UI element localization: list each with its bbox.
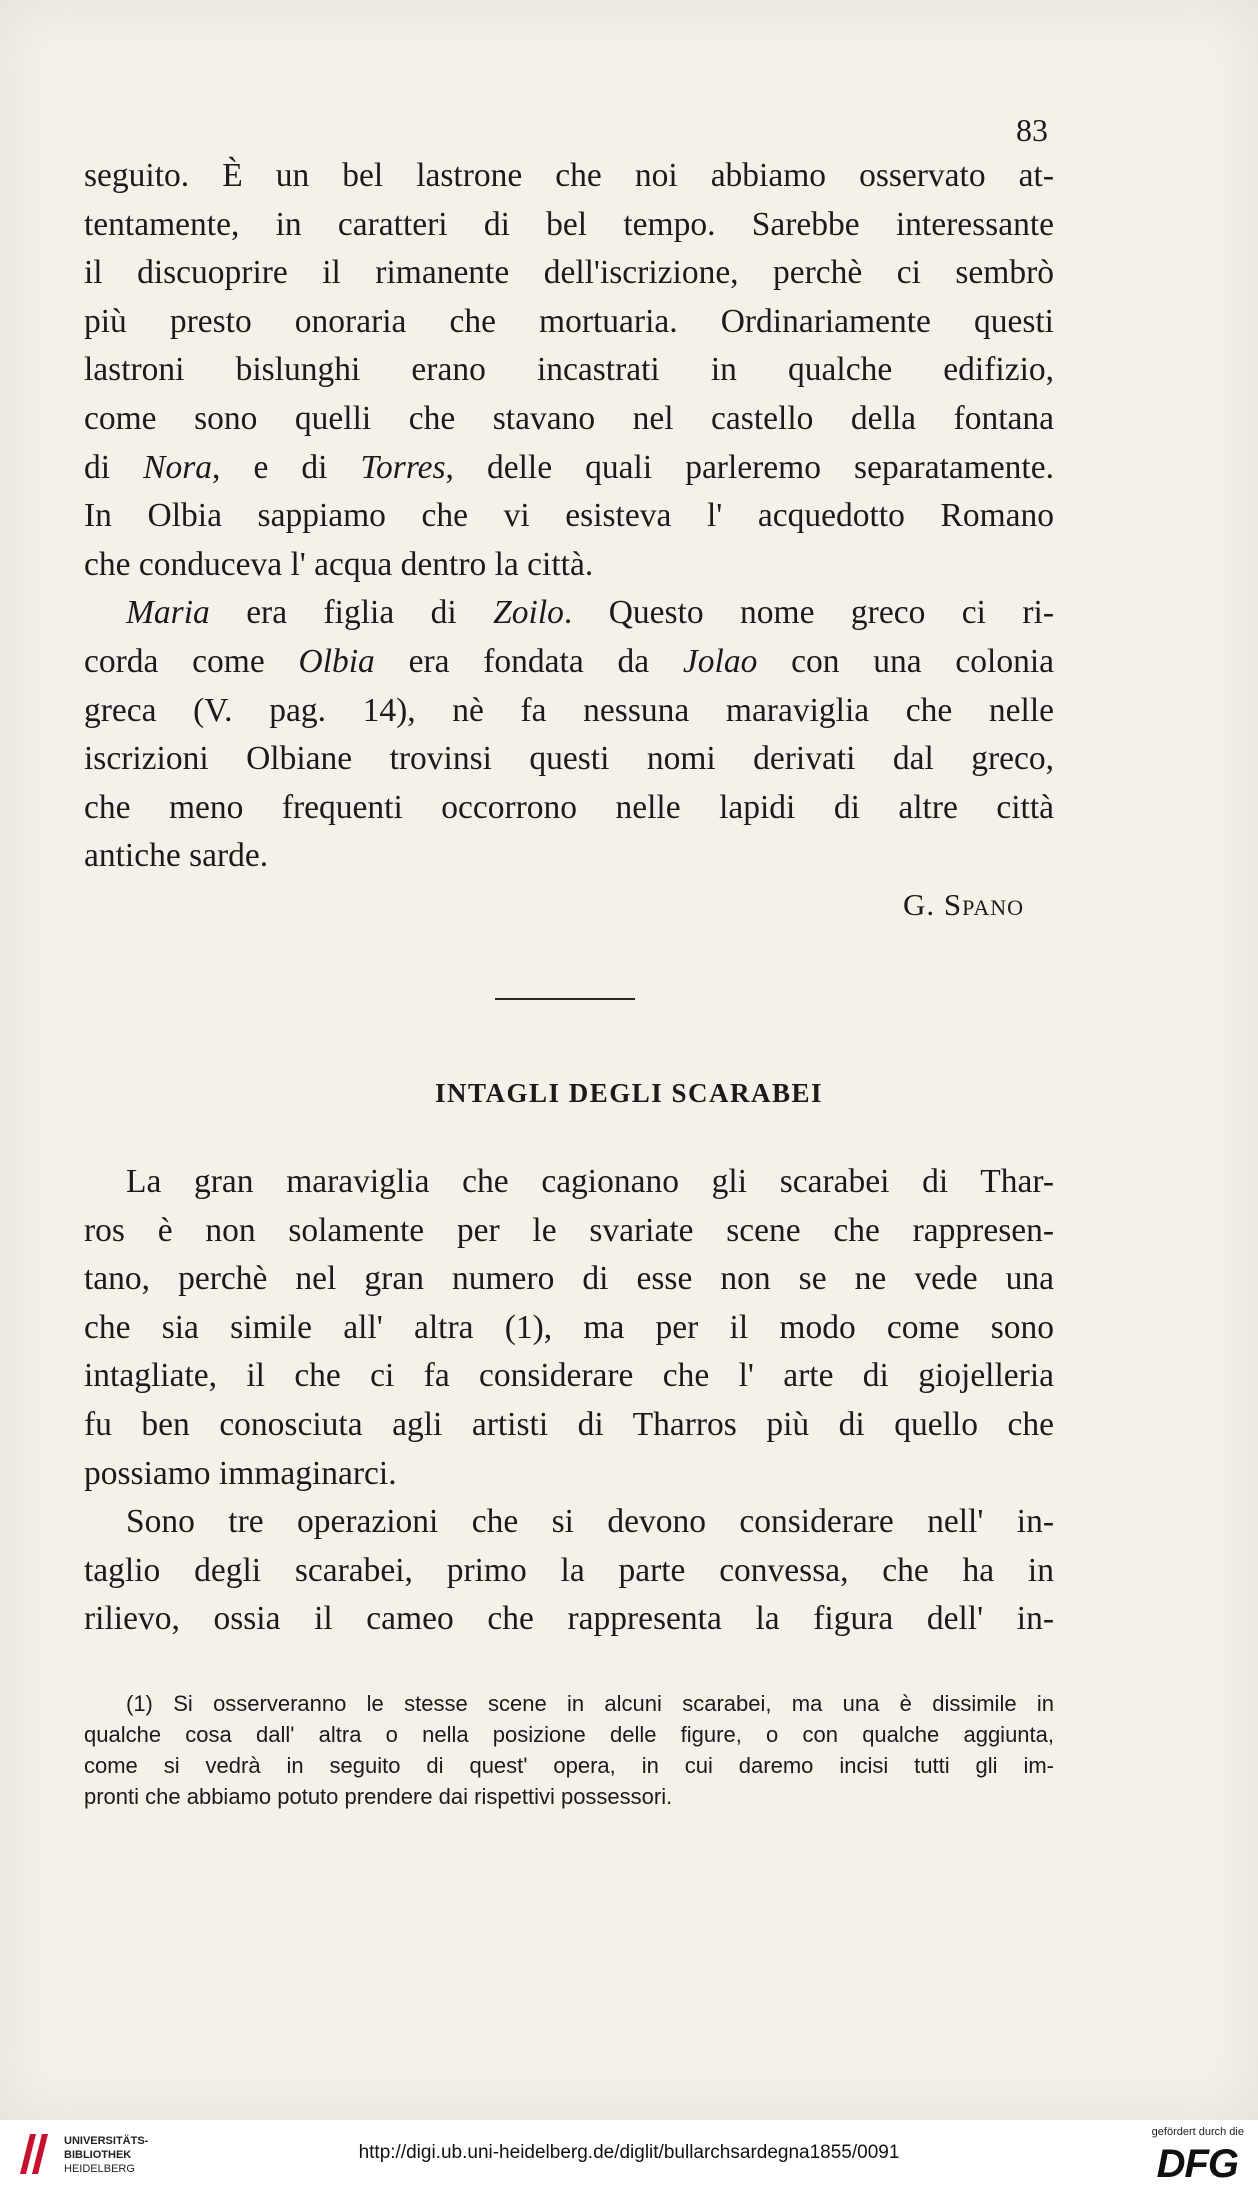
footnote-line: pronti che abbiamo potuto prendere dai rispettivi possessori. bbox=[84, 1784, 673, 1809]
text-line: taglio degli scarabei, primo la parte convessa, che ha in bbox=[84, 1551, 1054, 1589]
funder-credit: gefördert durch die bbox=[1151, 2126, 1244, 2138]
text-line: Maria era figlia di Zoilo. Questo nome greco ci ri- bbox=[126, 594, 1054, 632]
text-line: tentamente, in caratteri di bel tempo. Sarebbe interessante bbox=[84, 205, 1054, 243]
text-line: intagliate, il che ci fa considerare che l' arte di giojelleria bbox=[84, 1357, 1054, 1395]
dfg-logo: DFG bbox=[1156, 2142, 1238, 2186]
name-maria: Maria bbox=[126, 594, 210, 632]
text-line: il discuoprire il rimanente dell'iscrizione, perchè ci sembrò bbox=[84, 254, 1054, 292]
text-line: come sono quelli che stavano nel castello della fontana bbox=[84, 399, 1054, 437]
university-library-name: UNIVERSITÄTS- BIBLIOTHEK HEIDELBERG bbox=[64, 2135, 149, 2175]
text-line: che meno frequenti occorrono nelle lapidi di altre città bbox=[84, 788, 1054, 826]
author-signature: G. Spano bbox=[902, 886, 1024, 922]
place-name-olbia: Olbia bbox=[298, 642, 375, 680]
text-line: iscrizioni Olbiane trovinsi questi nomi derivati dal greco, bbox=[84, 740, 1054, 778]
article-text-1 bbox=[84, 152, 1054, 930]
section-heading: INTAGLI DEGLI SCARABEI bbox=[434, 1078, 824, 1108]
place-name-torres: Torres bbox=[360, 448, 446, 486]
text-line: di Nora, e di Torres, delle quali parleremo separatamente. bbox=[84, 448, 1054, 486]
text-line: che conduceva l' acqua dentro la città. bbox=[84, 545, 594, 583]
text-line: ros è non solamente per le svariate scene che rappresen- bbox=[84, 1211, 1054, 1249]
text-line: antiche sarde. bbox=[84, 837, 269, 875]
text-line: possiamo immaginarci. bbox=[84, 1454, 397, 1492]
article-text-2 bbox=[84, 1158, 1054, 1644]
footnote bbox=[84, 1688, 1054, 1812]
text-line: seguito. È un bel lastrone che noi abbiamo osservato at- bbox=[84, 157, 1054, 194]
section-divider bbox=[495, 998, 635, 1000]
footnote-line: come si vedrà in seguito di quest' opera, in cui daremo incisi tutti gli im- bbox=[84, 1753, 1054, 1778]
text-line: tano, perchè nel gran numero di esse non se ne vede una bbox=[84, 1260, 1054, 1298]
page-number: 83 bbox=[1016, 112, 1048, 148]
text-line: fu ben conosciuta agli artisti di Tharros più di quello che bbox=[84, 1405, 1054, 1443]
text-line: più presto onoraria che mortuaria. Ordinariamente questi bbox=[84, 302, 1054, 340]
footnote-line: qualche cosa dall' altra o nella posizione delle figure, o con qualche aggiunta, bbox=[84, 1722, 1054, 1747]
text-line: greca (V. pag. 14), nè fa nessuna maraviglia che nelle bbox=[84, 691, 1054, 729]
text-line: che sia simile all' altra (1), ma per il modo come sono bbox=[84, 1308, 1054, 1346]
footnote-line: (1) Si osserveranno le stesse scene in alcuni scarabei, ma una è dissimile in bbox=[126, 1691, 1054, 1716]
text-line: In Olbia sappiamo che vi esisteva l' acquedotto Romano bbox=[84, 497, 1054, 535]
permalink-url[interactable]: http://digi.ub.uni-heidelberg.de/diglit/bullarchsardegna1855/0091 bbox=[358, 2142, 900, 2163]
text-line: corda come Olbia era fondata da Jolao con una colonia bbox=[84, 642, 1054, 680]
text-line: La gran maraviglia che cagionano gli scarabei di Thar- bbox=[126, 1163, 1054, 1200]
place-name-nora: Nora bbox=[143, 448, 213, 486]
text-line: lastroni bislunghi erano incastrati in qualche edifizio, bbox=[84, 351, 1054, 389]
name-jolao: Jolao bbox=[682, 642, 758, 680]
text-line: rilievo, ossia il cameo che rappresenta la figura dell' in- bbox=[84, 1600, 1054, 1638]
text-line: Sono tre operazioni che si devono considerare nell' in- bbox=[126, 1503, 1054, 1541]
name-zoilo: Zoilo bbox=[493, 594, 564, 632]
viewer-footer bbox=[0, 2120, 1258, 2188]
